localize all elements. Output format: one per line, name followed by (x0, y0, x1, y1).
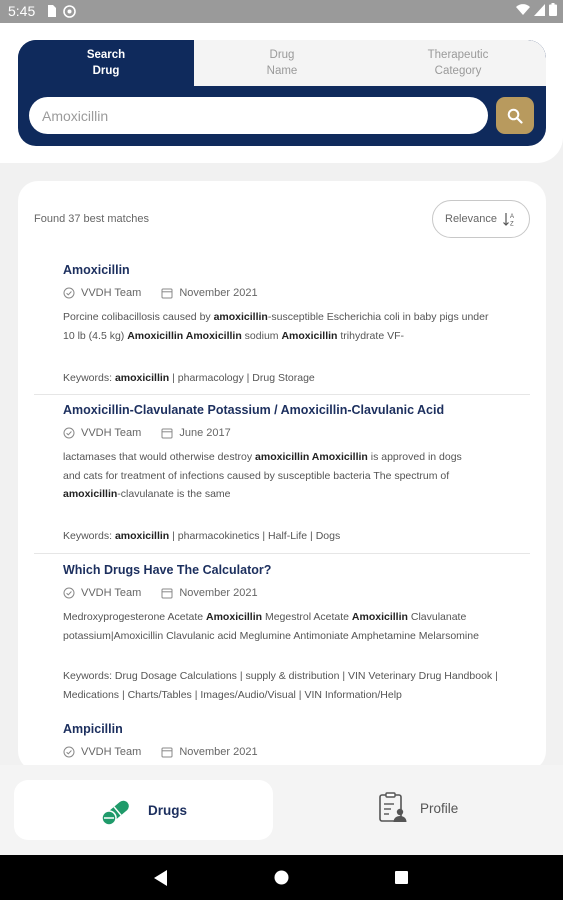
battery-icon (549, 3, 557, 16)
svg-text:A: A (509, 214, 514, 220)
nav-drugs[interactable] (14, 780, 273, 840)
sort-relevance-button[interactable] (432, 200, 530, 238)
search-icon (507, 108, 523, 124)
sim-card-icon (46, 5, 57, 17)
result-item[interactable] (63, 263, 531, 345)
wifi-icon (516, 4, 530, 16)
result-snippet (63, 308, 531, 345)
nav-profile[interactable] (378, 792, 458, 824)
status-time: 5:45 (8, 3, 36, 19)
nav-profile-label: Profile (420, 800, 459, 816)
result-date: November 2021 (179, 746, 258, 758)
sort-label: Relevance (445, 213, 497, 225)
search-input[interactable] (29, 97, 488, 134)
result-author: VVDH Team (81, 427, 142, 439)
result-item[interactable] (63, 563, 531, 645)
result-meta (63, 427, 531, 439)
verified-icon (63, 746, 75, 758)
system-nav-bar (0, 855, 563, 900)
results-count: Found 37 best matches (34, 213, 149, 225)
result-meta (63, 746, 531, 758)
bottom-nav (0, 765, 563, 855)
result-keywords: Keywords: amoxicillin | pharmacokinetics | Half-Life | Dogs (63, 530, 341, 542)
results-panel (18, 181, 546, 771)
sort-icon (503, 211, 517, 227)
result-date: November 2021 (179, 587, 258, 599)
search-button[interactable] (496, 97, 534, 134)
verified-icon (63, 427, 75, 439)
home-icon[interactable] (274, 870, 289, 885)
result-item[interactable] (63, 403, 531, 504)
signal-icon (534, 4, 545, 16)
result-author: VVDH Team (81, 746, 142, 758)
result-date: November 2021 (179, 287, 258, 299)
verified-icon (63, 287, 75, 299)
result-title[interactable]: Ampicillin (63, 722, 123, 736)
result-date: June 2017 (179, 427, 231, 439)
calendar-icon (161, 427, 173, 439)
result-author: VVDH Team (81, 287, 142, 299)
recents-icon[interactable] (395, 871, 408, 884)
result-snippet (63, 608, 531, 645)
search-input-value: Amoxicillin (42, 107, 109, 124)
calendar-icon (161, 587, 173, 599)
tab-bar (18, 40, 546, 86)
svg-text:Z: Z (509, 221, 514, 227)
profile-clipboard-icon (378, 792, 408, 824)
verified-icon (63, 587, 75, 599)
result-meta (63, 287, 531, 299)
result-title[interactable]: Amoxicillin (63, 263, 130, 277)
snippet-line: amoxicillin-clavulanate is the same (63, 488, 231, 500)
calendar-icon (161, 287, 173, 299)
pills-icon (100, 793, 136, 827)
result-divider (34, 553, 530, 554)
tab-drug-name[interactable]: Drug Name (194, 40, 370, 86)
status-right (516, 3, 557, 16)
snippet-line: 10 lb (4.5 kg) Amoxicillin Amoxicillin sodium Amoxicillin trihydrate VF- (63, 329, 404, 342)
result-keywords: Keywords: amoxicillin | pharmacology | Drug Storage (63, 372, 315, 384)
notification-icon (63, 5, 76, 18)
result-title[interactable]: Amoxicillin-Clavulanate Potassium / Amoxicillin-Clavulanic Acid (63, 403, 445, 417)
search-tabs-container (18, 40, 546, 146)
snippet-line: Porcine colibacillosis caused by amoxicillin-susceptible Escherichia coli in baby pigs under (63, 311, 489, 323)
tab-search-drug[interactable]: Search Drug (18, 40, 194, 86)
snippet-line: lactamases that would otherwise destroy amoxicillin Amoxicillin is approved in dogs (63, 451, 462, 463)
result-keywords: Keywords: Drug Dosage Calculations | supply & distribution | VIN Veterinary Drug Handbook | Medications | Charts/Tables | Images/Audio/Visual | VIN Information/Help (63, 670, 498, 701)
result-author: VVDH Team (81, 587, 142, 599)
calendar-icon (161, 746, 173, 758)
result-snippet (63, 448, 531, 504)
result-item[interactable] (63, 722, 531, 758)
result-divider (34, 394, 530, 395)
back-icon[interactable] (154, 870, 168, 886)
search-panel (0, 23, 563, 163)
status-bar (0, 0, 563, 23)
tab-therapeutic-category[interactable]: Therapeutic Category (370, 40, 546, 86)
snippet-line: and cats for treatment of infections caused by susceptible bacteria The spectrum of (63, 469, 450, 482)
snippet-line: Medroxyprogesterone Acetate Amoxicillin Megestrol Acetate Amoxicillin Clavulanate (63, 611, 467, 623)
result-meta (63, 587, 531, 599)
snippet-line: potassium|Amoxicillin Clavulanic acid Meglumine Antimoniate Amphetamine Melarsomine (63, 629, 479, 642)
nav-drugs-label: Drugs (147, 802, 187, 818)
result-title[interactable]: Which Drugs Have The Calculator? (63, 563, 272, 577)
